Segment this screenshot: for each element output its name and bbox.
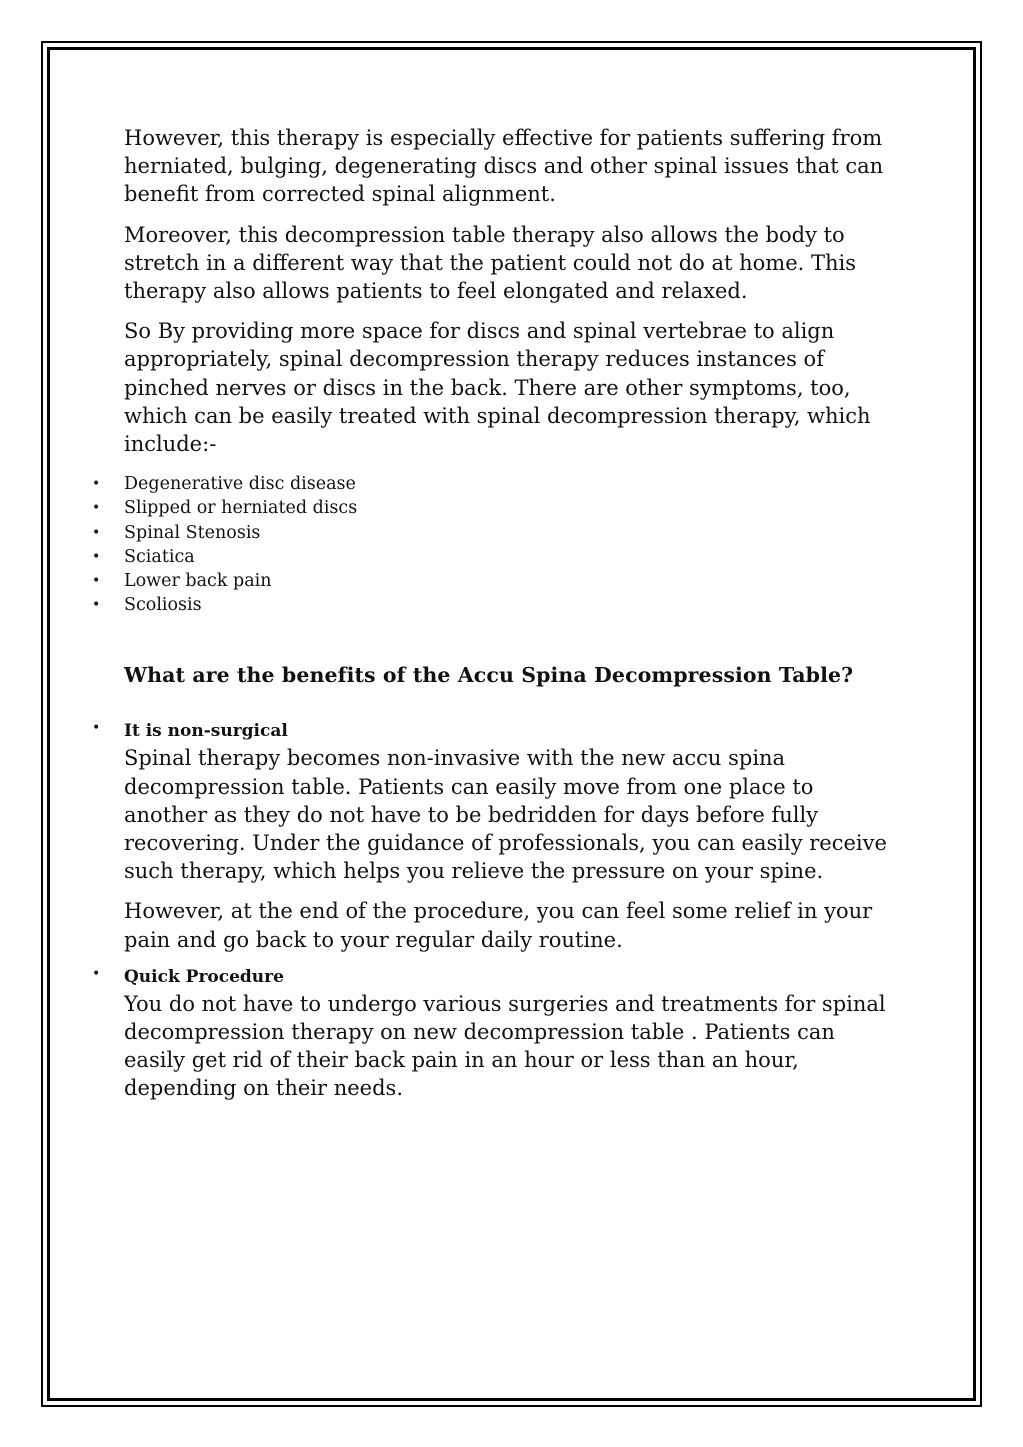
benefit-paragraph: However, at the end of the procedure, you can feel some relief in your pain and go back to your regular daily routine. — [124, 899, 873, 952]
bullet-icon: • — [92, 476, 101, 493]
bullet-icon: • — [92, 720, 101, 737]
list-item — [92, 521, 894, 545]
bullet-icon: • — [92, 597, 101, 614]
list-item-label: Scoliosis — [124, 595, 202, 616]
benefit-paragraph: Spinal therapy becomes non-invasive with the new accu spina decompression table. Patients can easily move from one place to another as they do not have to be bedridden for days before fully recovering. Under the guidance of professionals, you can easily receive such therapy, which helps you relieve the pressure on your spine. — [124, 746, 887, 884]
bullet-icon: • — [92, 573, 101, 590]
benefit-non-surgical — [92, 720, 894, 953]
list-item-label: Slipped or herniated discs — [124, 498, 358, 519]
document-body — [92, 124, 894, 1115]
bullet-icon: • — [92, 500, 101, 517]
paragraph-symptoms-intro: So By providing more space for discs and spinal vertebrae to align appropriately, spinal decompression therapy reduces instances of pinched nerves or discs in the back. There are other symptoms, too, which can be easily treated with spinal decompression therapy, which include:- — [124, 319, 871, 457]
list-item-label: Sciatica — [124, 546, 195, 567]
list-item-label: Lower back pain — [124, 571, 272, 592]
benefit-title: Quick Procedure — [124, 966, 284, 987]
bullet-icon: • — [92, 548, 101, 565]
benefit-quick-procedure — [92, 965, 894, 1103]
list-item — [92, 496, 894, 520]
bullet-icon: • — [92, 965, 101, 982]
list-item — [92, 593, 894, 617]
list-item — [92, 545, 894, 569]
paragraph-therapy-effective: However, this therapy is especially effective for patients suffering from herniated, bulging, degenerating discs and other spinal issues that can benefit from corrected spinal alignment. — [124, 126, 884, 207]
list-item-label: Degenerative disc disease — [124, 474, 356, 495]
symptoms-list — [92, 472, 894, 617]
bullet-icon: • — [92, 524, 101, 541]
benefit-paragraph: You do not have to undergo various surgeries and treatments for spinal decompression therapy on new decompression table . Patients can easily get rid of their back pain in an hour or less than an hour, depending on their needs. — [124, 991, 886, 1101]
list-item-label: Spinal Stenosis — [124, 522, 261, 543]
paragraph-stretch: Moreover, this decompression table therapy also allows the body to stretch in a different way that the patient could not do at home. This therapy also allows patients to feel elongated and relaxed. — [124, 222, 857, 304]
list-item — [92, 472, 894, 496]
benefit-title: It is non-surgical — [124, 721, 288, 742]
list-item — [92, 569, 894, 593]
section-heading: What are the benefits of the Accu Spina Decompression Table? — [124, 663, 854, 688]
